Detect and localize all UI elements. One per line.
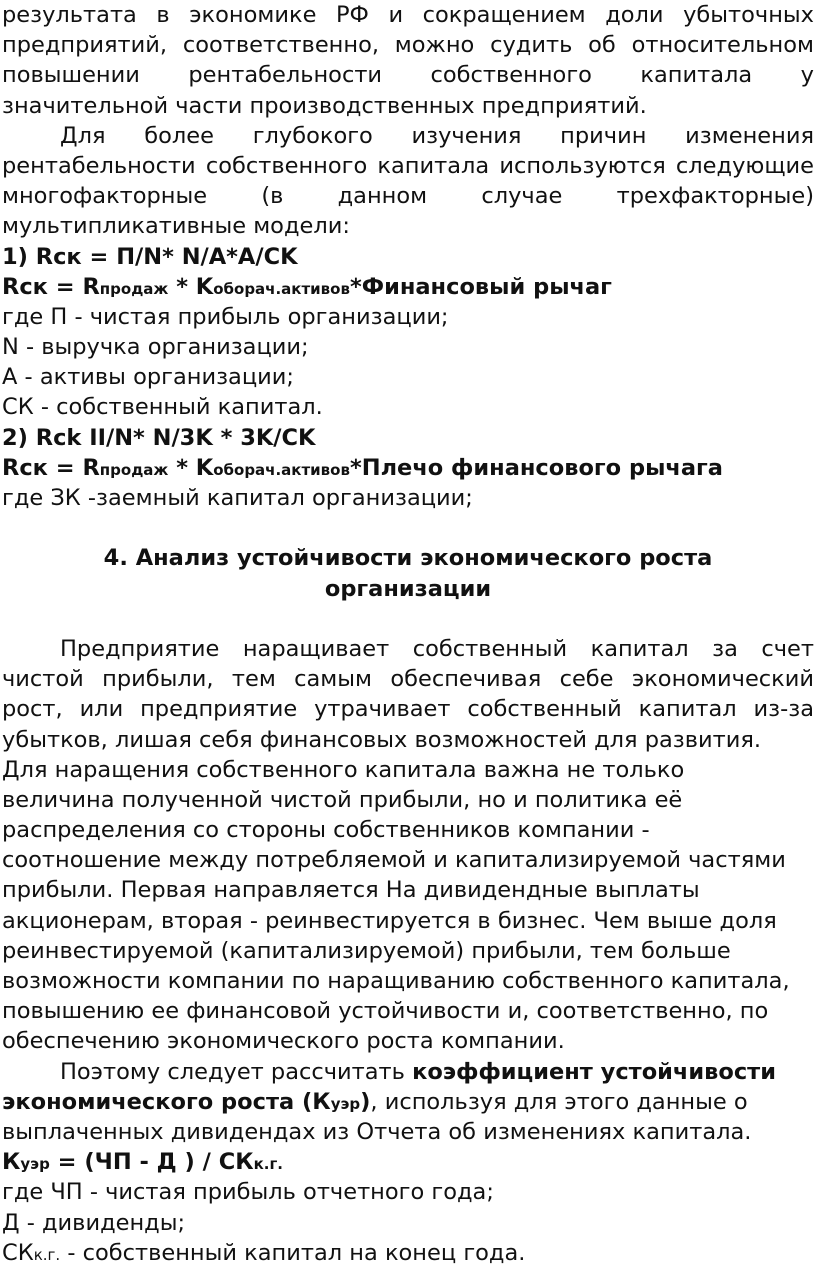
text-line: результата в экономике РФ и сокращением доли убыточных [2, 2, 814, 28]
text-line: соотношение между потребляемой и капитализируемой частями [2, 847, 786, 874]
formula-part: Rск = R [2, 454, 100, 481]
formula-subscript: уэр [20, 1155, 50, 1174]
definition-line: А - активы организации; [2, 364, 294, 391]
text-line: Для наращения собственного капитала важна не только [2, 756, 685, 783]
paragraph-models [2, 121, 814, 242]
bold-term: коэффициент устойчивости [412, 1058, 776, 1085]
formula-part: * K [168, 454, 214, 481]
text-line: возможности компании по наращиванию собственного капитала, [2, 968, 790, 994]
document-page [2, 0, 814, 1268]
text-line: акционерам, вторая - реинвестируется в бизнес. Чем выше доля [2, 907, 777, 934]
paragraph-intro [2, 0, 814, 121]
formula-subscript: продаж [99, 460, 169, 479]
text-line: значительной части производственных предприятий. [2, 92, 647, 119]
formula-part: * K [168, 273, 214, 300]
text-line: рентабельности собственного капитала используются следующие [2, 152, 814, 179]
text-line: Предприятие наращивает собственный капитал за счет [60, 635, 814, 662]
section-heading [2, 543, 814, 603]
formula-line [2, 453, 814, 483]
formula-line [2, 1147, 814, 1177]
text-run: - собственный капитал на конец года. [60, 1239, 526, 1266]
text-line: чистой прибыли, тем самым обеспечивая себе экономический [2, 666, 814, 693]
formula-part: К [2, 1149, 21, 1176]
bold-term: экономического роста (К [2, 1088, 331, 1115]
formula-1 [2, 242, 814, 302]
formula-subscript: оборач.активов [213, 279, 350, 298]
definition-line: где ЗК -заемный капитал организации; [2, 485, 473, 511]
paragraph-coefficient [2, 1057, 814, 1148]
text-line: Для более глубокого изучения причин изменения [60, 122, 814, 149]
formula-part: *Финансовый рычаг [349, 273, 612, 300]
spacer [2, 513, 814, 543]
formula-subscript: продаж [99, 279, 169, 298]
text-line: прибыли. Первая направляется На дивидендные выплаты [2, 877, 700, 904]
text-line: многофакторные (в данном случае трехфакторные) [2, 183, 814, 210]
text-line: предприятий, соответственно, можно судить об относительном [2, 32, 814, 59]
heading-line: 4. Анализ устойчивости экономического роста [103, 545, 713, 572]
definition-line: где П - чистая прибыль организации; [2, 303, 449, 330]
text-line: повышении рентабельности собственного капитала у [2, 62, 814, 89]
subscript: к.г. [33, 1245, 61, 1264]
formula-subscript: к.г. [253, 1155, 284, 1174]
definition-line: N - выручка организации; [2, 334, 309, 361]
definitions-1 [2, 302, 814, 423]
definition-line: Д - дивиденды; [2, 1209, 186, 1236]
text-line: распределения со стороны собственников компании - [2, 817, 650, 844]
text-line: убытков, лишая себя финансовых возможностей для развития. [2, 726, 762, 753]
definitions-2 [2, 483, 814, 513]
formula-part: = (ЧП - Д ) / СК [49, 1149, 254, 1176]
text-line [2, 1087, 814, 1117]
text-line: мультипликативные модели: [2, 213, 350, 240]
subscript: уэр [330, 1094, 361, 1113]
definition-line: где ЧП - чистая прибыль отчетного года; [2, 1179, 494, 1206]
text-line: выплаченных дивидендах из Отчета об изменениях капитала. [2, 1118, 752, 1145]
text-line: повышению ее финансовой устойчивости и, соответственно, по [2, 998, 769, 1025]
formula-line: 1) Rск = П/N* N/A*A/CK [2, 243, 298, 270]
paragraph-growth [2, 634, 814, 1057]
formula-part: *Плечо финансового рычага [349, 454, 723, 481]
heading-line: организации [324, 575, 492, 602]
spacer [2, 604, 814, 634]
formula-line: 2) Rck II/N* N/3K * 3K/CK [2, 424, 316, 451]
definition-line: СК - собственный капитал. [2, 394, 323, 421]
text-line: величина полученной чистой прибыли, но и политика её [2, 786, 683, 813]
formula-subscript: оборач.активов [213, 460, 350, 479]
formula-part: Rск = R [2, 273, 100, 300]
definitions-3 [2, 1177, 814, 1268]
formula-3 [2, 1147, 814, 1177]
bold-term: ) [360, 1088, 371, 1115]
text-line: рост, или предприятие утрачивает собственный капитал из-за [2, 696, 814, 723]
text-line: реинвестируемой (капитализируемой) прибыли, тем больше [2, 937, 731, 964]
definition-line [2, 1238, 814, 1268]
text-run: , используя для этого данные о [370, 1088, 748, 1115]
formula-2 [2, 423, 814, 483]
formula-line [2, 272, 814, 302]
text-line [2, 1057, 814, 1087]
text-run: Поэтому следует рассчитать [60, 1058, 413, 1085]
text-run: СК [2, 1239, 34, 1266]
text-line: обеспечению экономического роста компании. [2, 1028, 565, 1055]
